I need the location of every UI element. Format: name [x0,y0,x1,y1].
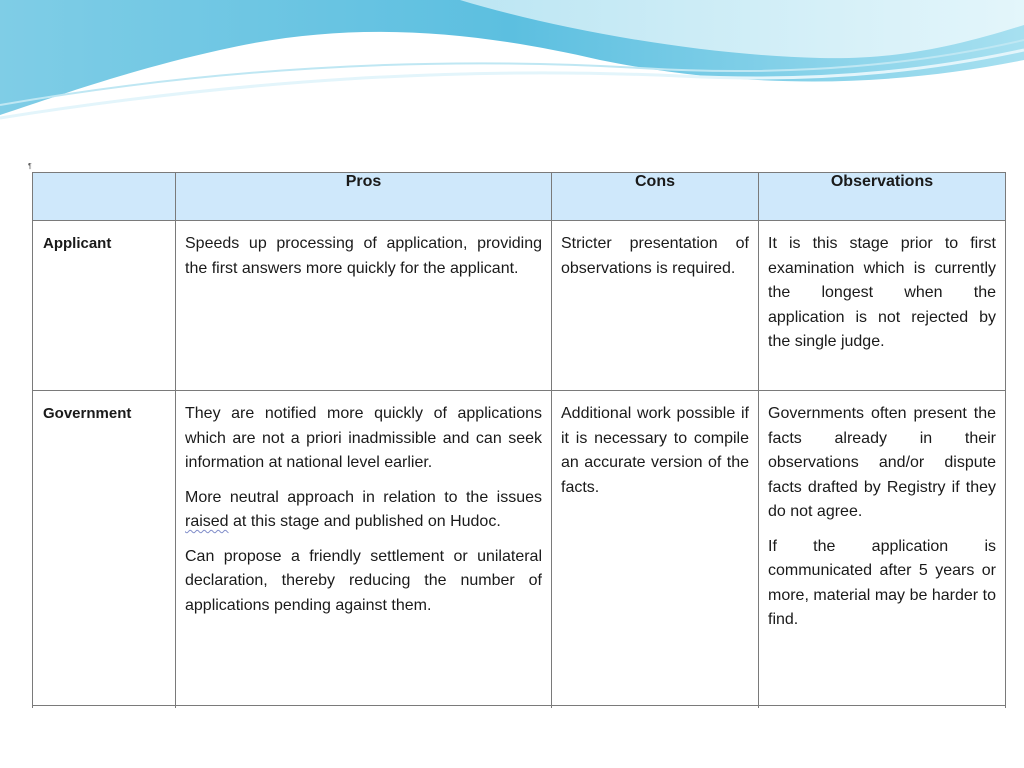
continuation-cell [759,706,1006,709]
government-observations-cell [759,391,1006,706]
government-pros-text-3: Can propose a friendly settlement or unilateral declaration, thereby reducing the number of applications pending against them. [185,547,542,614]
header-row [33,173,1006,221]
government-pros-text-2-after: at this stage and published on Hudoc. [228,513,501,530]
comparison-table [32,172,1006,708]
header-cons: Cons [552,173,759,221]
table-row-government [33,391,1006,706]
government-pros-text-2 [185,486,542,535]
continuation-cell [33,706,176,709]
decorative-wave-banner [0,0,1024,130]
applicant-cons-cell [552,221,759,391]
table-row-continuation [33,706,1006,709]
applicant-pros-cell [176,221,552,391]
table-row-applicant [33,221,1006,391]
government-observations-text-2: If the application is communicated after 5 years or more, material may be harder to find. [768,537,996,628]
header-observations: Observations [759,173,1006,221]
spellcheck-marked-word: raised [185,513,229,530]
continuation-cell [176,706,552,709]
paragraph-mark: ¶ [28,163,32,170]
row-label-government: Government [33,391,176,706]
government-pros-text-2-before: More neutral approach in relation to the issues [185,488,542,506]
government-pros-text-1: They are notified more quickly of applications which are not a priori inadmissible and can seek information at national level earlier. [185,405,542,471]
government-pros-cell [176,391,552,706]
header-pros: Pros [176,173,552,221]
row-label-applicant: Applicant [33,221,176,391]
government-cons-cell [552,391,759,706]
government-cons-text: Additional work possible if it is necessary to compile an accurate version of the facts. [561,405,749,496]
applicant-observations-cell [759,221,1006,391]
applicant-cons-text: Stricter presentation of observations is required. [561,235,749,277]
corner-header-cell [33,173,176,221]
applicant-pros-text: Speeds up processing of application, providing the first answers more quickly for the applicant. [185,235,542,277]
applicant-observations-text: It is this stage prior to first examination which is currently the longest when the application is not rejected by the single judge. [768,235,996,350]
government-observations-text-1: Governments often present the facts already in their observations and/or dispute facts drafted by Registry if they do not agree. [768,405,996,520]
continuation-cell [552,706,759,709]
